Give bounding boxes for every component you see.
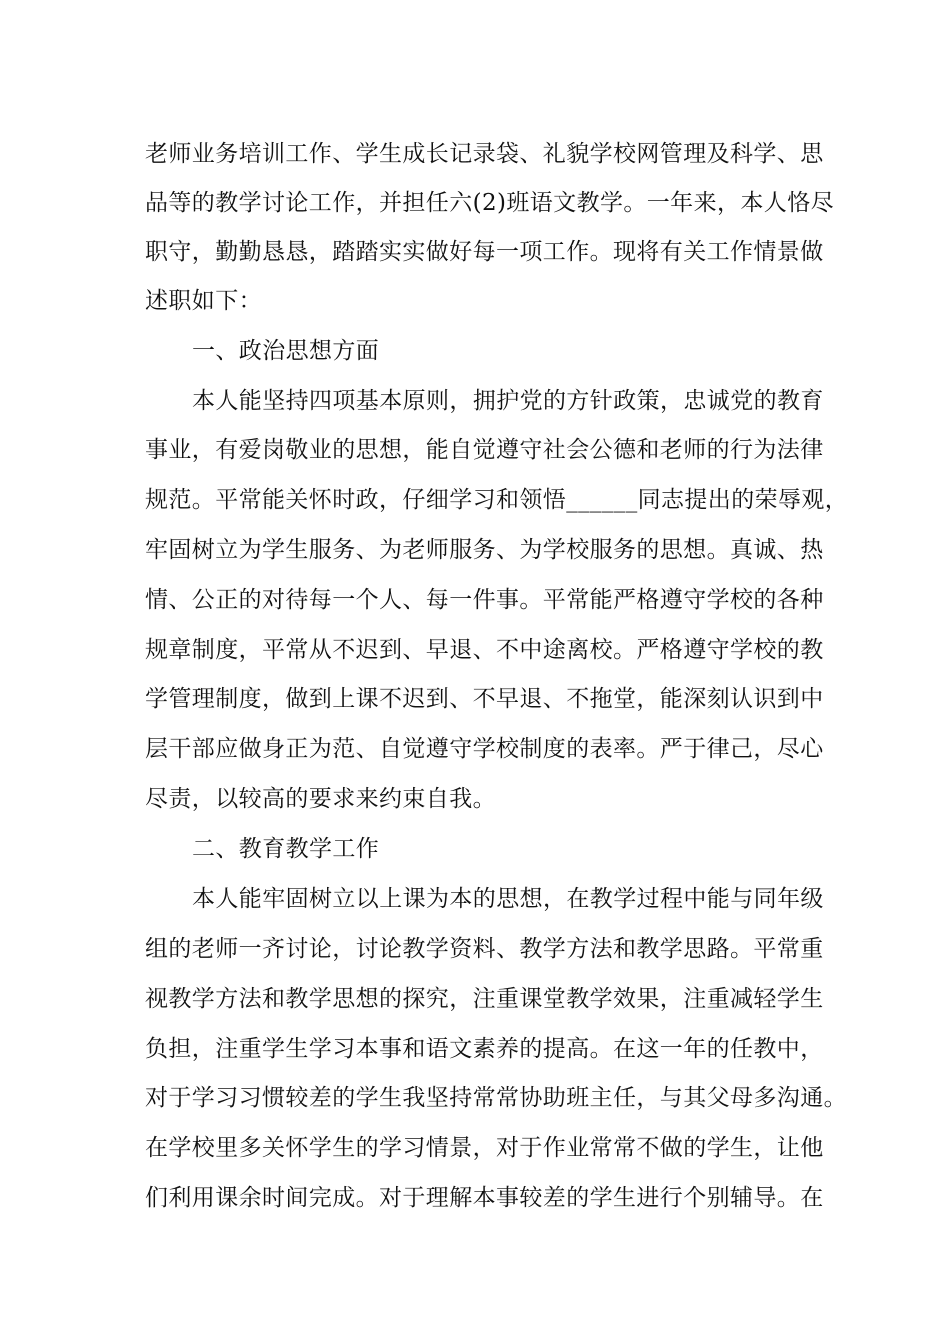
- text-line: 们利用课余时间完成。对于理解本事较差的学生进行个别辅导。在: [145, 1185, 824, 1211]
- text-line: 述职如下：: [145, 288, 262, 314]
- text-line: 视教学方法和教学思想的探究，注重课堂教学效果，注重减轻学生: [145, 986, 824, 1012]
- text-line: 在学校里多关怀学生的学习情景，对于作业常常不做的学生，让他: [145, 1135, 824, 1161]
- text-line: 牢固树立为学生服务、为老师服务、为学校服务的思想。真诚、热: [145, 537, 824, 563]
- text-line: 层干部应做身正为范、自觉遵守学校制度的表率。严于律己，尽心: [145, 736, 824, 762]
- text-line: 本人能坚持四项基本原则，拥护党的方针政策，忠诚党的教育: [192, 388, 824, 414]
- text-line: 尽责，以较高的要求来约束自我。: [145, 786, 496, 812]
- text-line: 规章制度，平常从不迟到、早退、不中途离校。严格遵守学校的教: [145, 637, 824, 663]
- text-line: 组的老师一齐讨论，讨论教学资料、教学方法和教学思路。平常重: [145, 936, 824, 962]
- text-line: 事业，有爱岗敬业的思想，能自觉遵守社会公德和老师的行为法律: [145, 437, 824, 463]
- text-line: 学管理制度，做到上课不迟到、不早退、不拖堂，能深刻认识到中: [145, 686, 824, 712]
- text-line: 品等的教学讨论工作，并担任六(2)班语文教学。一年来，本人恪尽: [145, 190, 834, 216]
- text-line: 规范。平常能关怀时政，仔细学习和领悟______同志提出的荣辱观，: [145, 487, 849, 513]
- section-heading: 二、教育教学工作: [192, 836, 380, 862]
- text-line: 本人能牢固树立以上课为本的思想，在教学过程中能与同年级: [192, 886, 824, 912]
- section-heading: 一、政治思想方面: [192, 338, 380, 364]
- text-line: 负担，注重学生学习本事和语文素养的提高。在这一年的任教中，: [145, 1036, 824, 1062]
- text-line: 老师业务培训工作、学生成长记录袋、礼貌学校网管理及科学、思: [145, 141, 824, 167]
- text-line: 情、公正的对待每一个人、每一件事。平常能严格遵守学校的各种: [145, 587, 824, 613]
- text-line: 对于学习习惯较差的学生我坚持常常协助班主任，与其父母多沟通。: [145, 1085, 847, 1111]
- text-line: 职守，勤勤恳恳，踏踏实实做好每一项工作。现将有关工作情景做: [145, 239, 824, 265]
